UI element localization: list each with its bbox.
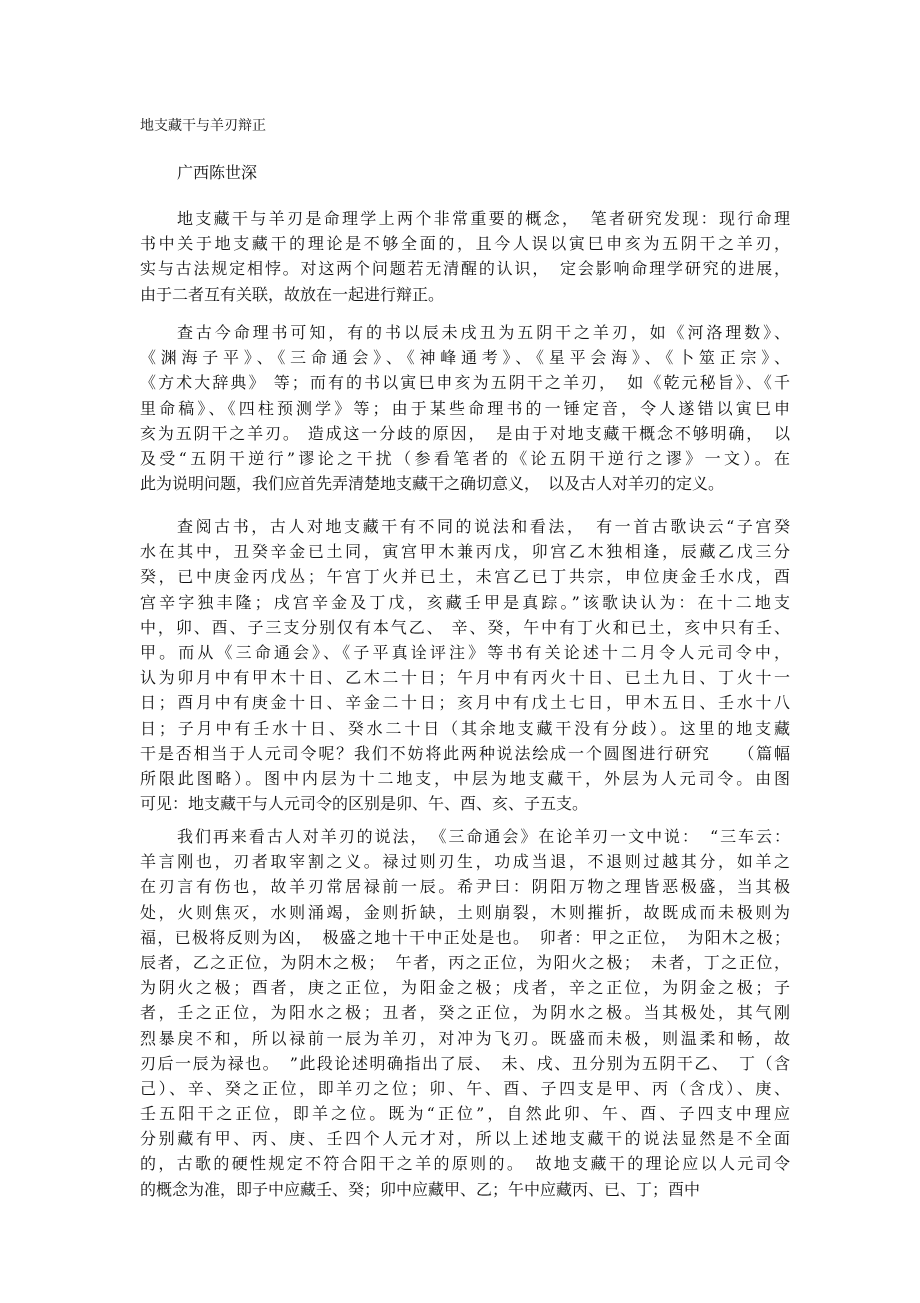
paragraph-line: 宫辛字独丰隆；戌宫辛金及丁戊，亥藏壬甲是真踪。”该歌诀认为：在十二地支	[140, 592, 790, 612]
paragraph-line: 实与古法规定相悖。对这两个问题若无清醒的认识， 定会影响命理学研究的进展，	[140, 259, 790, 279]
paragraph-line: 的，古歌的硬性规定不符合阳干之羊的原则的。 故地支藏干的理论应以人元司令	[140, 1154, 790, 1174]
paragraph-line: 可见：地支藏干与人元司令的区别是卯、午、酉、亥、子五支。	[140, 794, 589, 814]
paragraph-line: 壬五阳干之正位，即羊之位。既为“正位”，自然此卯、午、酉、子四支中理应	[140, 1104, 790, 1124]
paragraph-line: 中，卯、酉、子三支分别仅有本气乙、 辛、癸，午中有丁火和已土，亥中只有壬、	[140, 617, 790, 637]
paragraph-line: 日；子月中有壬水十日、癸水二十日（其余地支藏干没有分歧）。这里的地支藏	[140, 718, 790, 738]
document-title: 地支藏干与羊刃辩正	[140, 118, 266, 134]
paragraph-1	[140, 206, 790, 307]
paragraph-line: 所限此图略）。图中内层为十二地支，中层为地支藏干，外层为人元司令。由图	[140, 768, 790, 788]
paragraph-line: 刃后一辰为禄也。 ”此段论述明确指出了辰、 未、戌、丑分别为五阴干乙、 丁（含	[140, 1053, 790, 1073]
paragraph-line: 甲。而从《三命通会》、《子平真诠评注》等书有关论述十二月令人元司令中，	[140, 642, 790, 662]
paragraph-line: 认为卯月中有甲木十日、乙木二十日；午月中有丙火十日、已土九日、丁火十一	[140, 668, 790, 688]
paragraph-3	[140, 514, 790, 816]
author-line: 广西陈世深	[177, 163, 258, 182]
paragraph-line: 为阴火之极；酉者，庚之正位，为阳金之极；戌者，辛之正位，为阴金之极；子	[140, 978, 790, 998]
paragraph-line: 分别藏有甲、丙、庚、壬四个人元才对，所以上述地支藏干的说法显然是不全面	[140, 1129, 790, 1149]
paragraph-line: 里命稿》、《四柱预测学》等；由于某些命理书的一锤定音，令人遂错以寅巳申	[140, 398, 790, 418]
paragraph-line: 查古今命理书可知，有的书以辰未戌丑为五阴干之羊刃，如《河洛理数》、	[177, 323, 790, 342]
paragraph-line: 《渊海子平》、《三命通会》、《神峰通考》、《星平会海》、《卜筮正宗》、	[140, 348, 790, 368]
paragraph-line: 者，壬之正位，为阳水之极；丑者，癸之正位，为阴水之极。当其极处，其气刚	[140, 1003, 790, 1023]
paragraph-line: 亥为五阴干之羊刃。 造成这一分歧的原因， 是由于对地支藏干概念不够明确， 以	[140, 423, 790, 443]
paragraph-line: 及受“五阴干逆行”谬论之干扰（参看笔者的《论五阴干逆行之谬》一文）。在	[140, 448, 790, 468]
paragraph-4	[140, 824, 790, 1202]
paragraph-line: 烈暴戾不和，所以禄前一辰为羊刃，对冲为飞刃。既盛而未极，则温柔和畅，故	[140, 1028, 790, 1048]
paragraph-line: 己）、辛、癸之正位，即羊刃之位；卯、午、酉、子四支是甲、丙（含戊）、庚、	[140, 1078, 790, 1098]
paragraph-line: 水在其中，丑癸辛金已土同，寅宫甲木兼丙戊，卯宫乙木独相逢，辰藏乙戊三分	[140, 542, 790, 562]
paragraph-line: 处，火则焦灭，水则涌竭，金则折缺，土则崩裂，木则摧折，故既成而未极则为	[140, 902, 790, 922]
paragraph-line: 由于二者互有关联，故放在一起进行辩正。	[140, 284, 445, 304]
paragraph-line: 辰者，乙之正位，为阴木之极； 午者，丙之正位，为阳火之极； 未者，丁之正位，	[140, 952, 790, 972]
paragraph-line: 羊言刚也，刃者取宰割之义。禄过则刃生，功成当退，不退则过越其分，如羊之	[140, 852, 790, 872]
paragraph-line: 《方术大辞典》 等；而有的书以寅巳申亥为五阴干之羊刃， 如《乾元秘旨》、《千	[140, 373, 790, 393]
paragraph-line: 干是否相当于人元司令呢？我们不妨将此两种说法绘成一个圆图进行研究 （篇幅	[140, 743, 790, 763]
paragraph-line: 日；酉月中有庚金十日、辛金二十日；亥月中有戊土七日，甲木五日、壬水十八	[140, 693, 790, 713]
paragraph-line: 在刃言有伤也，故羊刃常居禄前一辰。希尹曰：阴阳万物之理皆恶极盛，当其极	[140, 877, 790, 897]
paragraph-line: 福，已极将反则为凶， 极盛之地十干中正处是也。 卯者：甲之正位， 为阳木之极；	[140, 927, 790, 947]
paragraph-line: 书中关于地支藏干的理论是不够全面的，且今人误以寅巳申亥为五阴干之羊刃，	[140, 234, 790, 254]
paragraph-line: 地支藏干与羊刃是命理学上两个非常重要的概念， 笔者研究发现：现行命理	[177, 209, 790, 228]
paragraph-line: 的概念为准，即子中应藏壬、癸；卯中应藏甲、乙；午中应藏丙、已、丁；酉中	[140, 1179, 701, 1199]
paragraph-line: 此为说明问题，我们应首先弄清楚地支藏干之确切意义， 以及古人对羊刃的定义。	[140, 474, 725, 494]
paragraph-line: 癸，已中庚金丙戊丛；午宫丁火并已土，未宫乙已丁共宗，申位庚金壬水戊，酉	[140, 567, 790, 587]
paragraph-line: 查阅古书，古人对地支藏干有不同的说法和看法， 有一首古歌诀云“子宫癸	[177, 517, 790, 536]
paragraph-2	[140, 320, 790, 496]
paragraph-line: 我们再来看古人对羊刃的说法， 《三命通会》在论羊刃一文中说： “三车云：	[177, 827, 790, 846]
